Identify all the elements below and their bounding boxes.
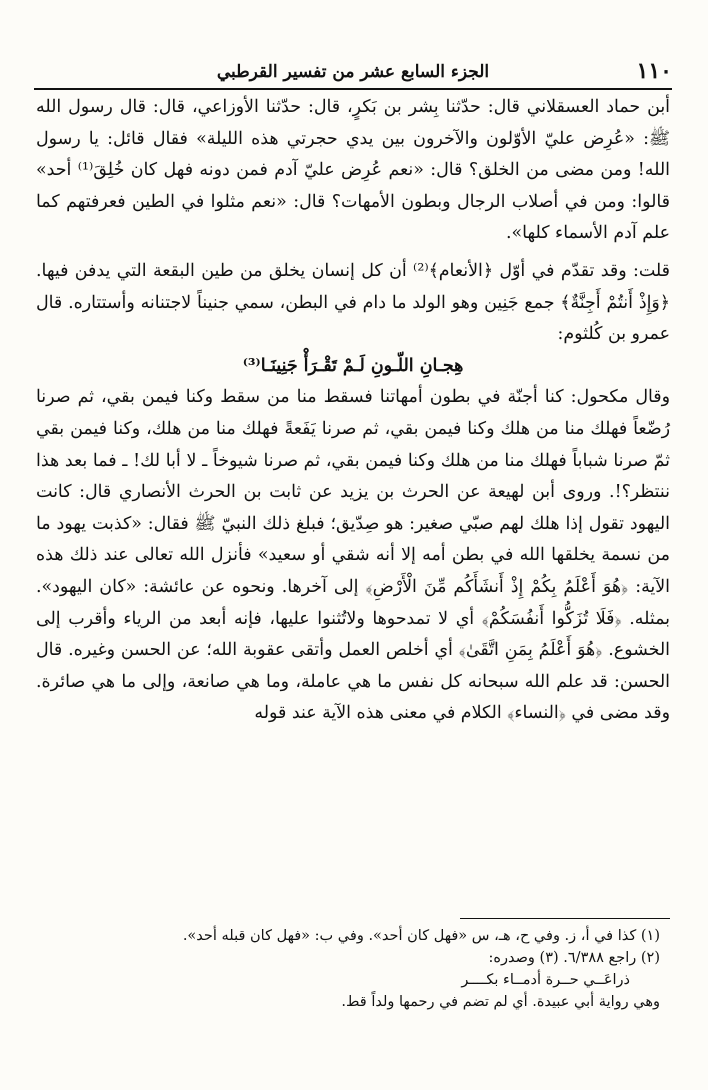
- header-rule: [34, 88, 672, 90]
- footnotes: [36, 925, 660, 1013]
- footnote: وهي رواية أبي عبيدة. أي لم تضم في رحمها ولداً قط.: [341, 994, 660, 1010]
- page-number: ١١٠: [636, 58, 672, 84]
- paragraph: أبن حماد العسقلاني قال: حدّثنا بِشر بن بَكرٍ، قال: حدّثنا الأوزاعي، قال: قال رسول الله ﷺ: «عُرِض عليّ الأوّلون والآخرون بين يدي حجرتي هذه الليلة» فقال قائل: يا رسول الله! ومن مضى من الخلق؟ قال: «نعم عُرِض عليّ آدم فمن دونه فهل كان خُلِقَ⁽¹⁾ أحد» قالوا: ومن في أصلاب الرجال وبطون الأمهات؟ قال: «نعم مثلوا في الطين فعرفتهم كما علم آدم الأسماء كلها».: [36, 97, 670, 244]
- page-header: [34, 58, 672, 88]
- paragraph: قلت: وقد تقدّم في أوّل ﴿الأنعام﴾⁽²⁾ أن كل إنسان يخلق من طين البقعة التي يدفن فيها. ﴿وَإِذْ أَنتُمْ أَجِنَّةٌ﴾ جمع جَنِين وهو الولد ما دام في البطن، سمي جنيناً لاجتنانه وأستتاره. قال عمرو بن كُلثوم:: [36, 260, 670, 345]
- footnote: (١) كذا في أ، ز. وفي ح، هـ، س «فهل كان أحد». وفي ب: «فهل كان قبله أحد».: [182, 928, 660, 944]
- poetry-verse: هِجـانِ اللّـونِ لَـمْ تَقْـرَأْ جَنِينَـا⁽³⁾: [242, 355, 464, 376]
- paragraph: وقال مكحول: كنا أجنّة في بطون أمهاتنا فسقط منا من سقط وكنا فيمن بقي، ثم صرنا رُضّعاً فهلك منا من هلك وكنا فيمن بقي، ثم صرنا يَفَعةً فهلك منا من هلك، وكنا فيمن بقي ثمّ صرنا شباباً فهلك منا من هلك وكنا فيمن بقي، ثم صرنا شيوخاً ـ لا أبا لك! ـ فما بعد هذا ننتظر؟!. وروى أبن لهيعة عن الحرث بن يزيد عن ثابت بن الحرث الأنصاري قال: كانت اليهود تقول إذا هلك لهم صبّي صغير: هو صِدّيق؛ فبلغ ذلك النبيّ ﷺ فقال: «كذبت يهود ما من نسمة يخلقها الله في بطن أمه إلا أنه شقي أو سعيد» فأنزل الله تعالى عند ذلك هذه الآية: ﴿هُوَ أَعْلَمُ بِكُمْ إِذْ أَنشَأَكُم مِّنَ الْأَرْضِ﴾ إلى آخرها. ونحوه عن عائشة: «كان اليهود». بمثله. ﴿فَلَا تُزَكُّوا أَنفُسَكُمْ﴾ أي لا تمدحوها ولاتُثنوا عليها، فإنه أبعد من الرياء وأقرب إلى الخشوع. ﴿هُوَ أَعْلَمُ بِمَنِ اتَّقَىٰ﴾ أي أخلص العمل وأتقى عقوبة الله؛ عن الحسن وغيره. قال الحسن: قد علم الله سبحانه كل نفس ما هي عاملة، وما هي صانعة، وإلى ما هي صائرة. وقد مضى في ﴿النساء﴾ الكلام في معنى هذه الآية عند قوله: [36, 387, 670, 724]
- running-title: الجزء السابع عشر من تفسير القرطبي: [216, 62, 490, 82]
- footnote: (٢) راجع ٦/٣٨٨. (٣) وصدره:: [488, 950, 660, 966]
- footnote-rule: [460, 918, 670, 919]
- main-text: [36, 92, 670, 730]
- footnote-verse: ذراعَــي حــرة أدمــاء بكــــر: [461, 972, 630, 988]
